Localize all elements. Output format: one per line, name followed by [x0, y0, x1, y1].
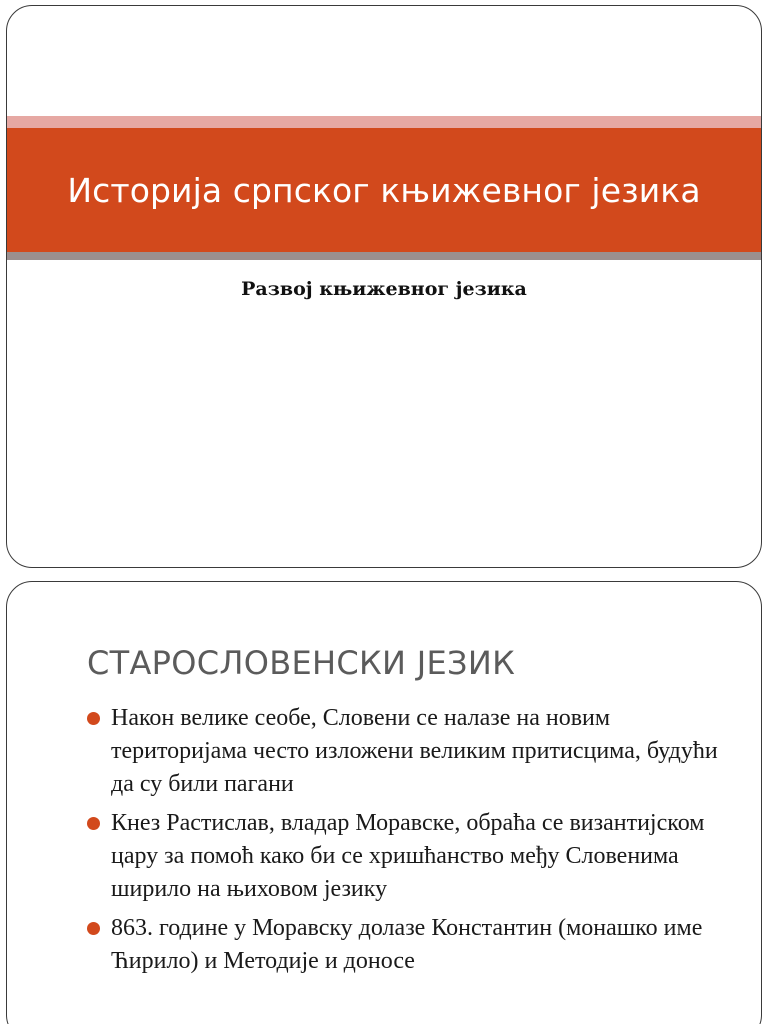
title-slide	[6, 5, 762, 568]
bullet-dot-icon	[87, 712, 100, 725]
bullet-list	[85, 702, 735, 984]
section-heading: СТАРОСЛОВЕНСКИ ЈЕЗИК	[87, 644, 516, 682]
slide-subtitle: Развој књижевног језика	[241, 278, 527, 300]
bullet-dot-icon	[87, 922, 100, 935]
slide-title: Историја српског књижевног језика	[67, 171, 701, 210]
bullet-dot-icon	[87, 817, 100, 830]
title-band	[7, 128, 761, 253]
bullet-item	[85, 912, 735, 978]
bullet-item	[85, 702, 735, 801]
bullet-text: 863. године у Моравску долазе Константин (монашко име Ћирило) и Методије и доносе	[111, 915, 703, 974]
content-slide	[6, 581, 762, 1024]
title-bottom-band	[7, 252, 761, 260]
bullet-item	[85, 807, 735, 906]
bullet-text: Након велике сеобе, Словени се налазе на новим територијама често изложени великим притисцима, будући да су били пагани	[111, 705, 718, 797]
bullet-text: Кнез Растислав, владар Моравске, обраћа се византијском цару за помоћ како би се хришћанство међу Словенима ширило на њиховом језику	[111, 810, 705, 902]
